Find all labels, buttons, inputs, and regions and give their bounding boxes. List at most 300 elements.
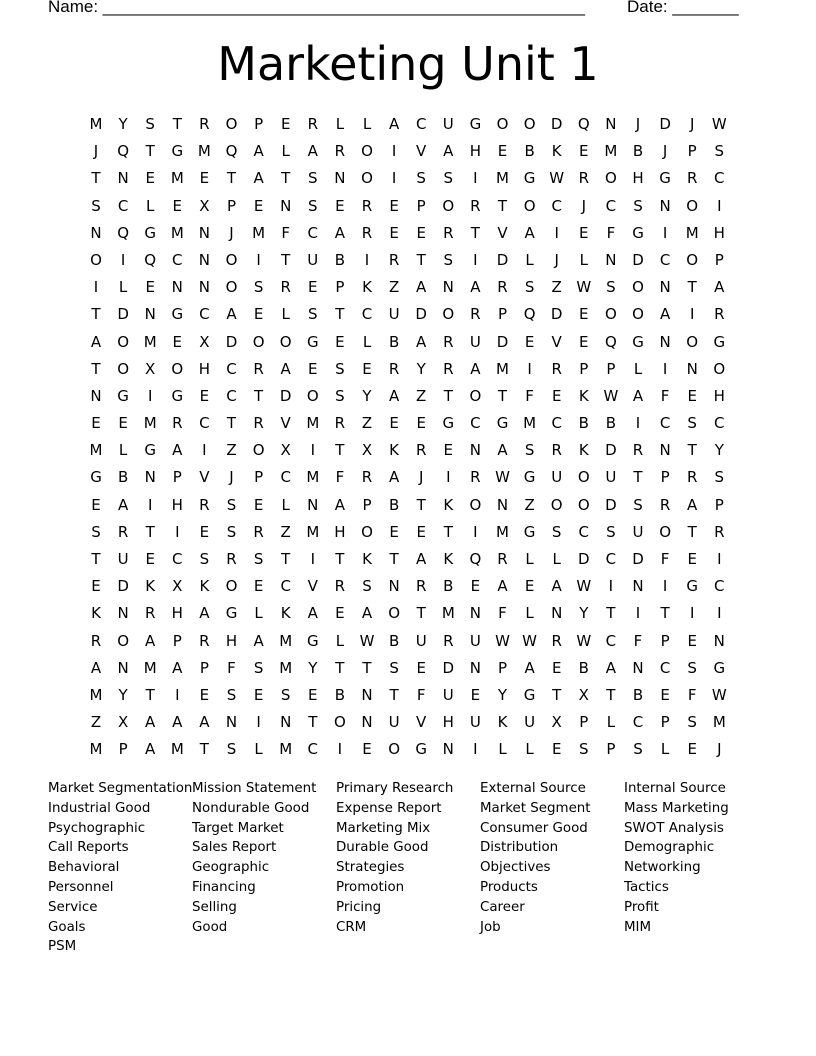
- grid-letter[interactable]: A: [524, 658, 535, 677]
- grid-letter[interactable]: P: [416, 196, 426, 215]
- grid-letter[interactable]: P: [660, 631, 670, 650]
- grid-letter[interactable]: R: [714, 305, 725, 324]
- grid-letter[interactable]: E: [389, 522, 399, 541]
- grid-letter[interactable]: I: [175, 685, 180, 704]
- grid-letter[interactable]: S: [335, 359, 345, 378]
- grid-letter[interactable]: C: [117, 196, 129, 215]
- grid-letter[interactable]: A: [470, 359, 481, 378]
- grid-letter[interactable]: A: [416, 550, 427, 568]
- grid-letter[interactable]: R: [172, 414, 183, 433]
- grid-letter[interactable]: C: [659, 250, 671, 269]
- grid-letter[interactable]: X: [199, 196, 210, 215]
- grid-letter[interactable]: O: [469, 386, 482, 405]
- grid-letter[interactable]: E: [551, 740, 562, 759]
- grid-letter[interactable]: E: [687, 550, 697, 568]
- grid-letter[interactable]: R: [470, 468, 481, 487]
- grid-letter[interactable]: M: [143, 332, 157, 351]
- grid-letter[interactable]: A: [172, 713, 183, 732]
- grid-letter[interactable]: P: [579, 359, 589, 378]
- grid-letter[interactable]: P: [226, 196, 237, 215]
- grid-letter[interactable]: E: [524, 332, 535, 351]
- grid-letter[interactable]: I: [473, 169, 478, 188]
- grid-letter[interactable]: E: [551, 658, 562, 677]
- grid-letter[interactable]: L: [498, 740, 507, 759]
- grid-letter[interactable]: I: [662, 359, 668, 378]
- grid-letter[interactable]: T: [552, 685, 562, 704]
- grid-letter[interactable]: E: [579, 332, 589, 351]
- grid-letter[interactable]: S: [308, 196, 318, 215]
- grid-letter[interactable]: E: [145, 278, 155, 297]
- grid-letter[interactable]: A: [280, 359, 291, 378]
- grid-letter[interactable]: E: [524, 577, 535, 596]
- grid-letter[interactable]: J: [581, 196, 587, 215]
- grid-letter[interactable]: T: [497, 386, 508, 405]
- grid-letter[interactable]: U: [469, 631, 481, 650]
- grid-letter[interactable]: O: [225, 250, 238, 269]
- grid-letter[interactable]: Y: [118, 685, 128, 704]
- grid-letter[interactable]: D: [659, 115, 671, 133]
- grid-letter[interactable]: X: [145, 359, 156, 378]
- grid-letter[interactable]: T: [443, 522, 453, 541]
- grid-letter[interactable]: A: [253, 142, 264, 161]
- grid-letter[interactable]: E: [199, 522, 210, 541]
- grid-letter[interactable]: R: [632, 441, 644, 460]
- grid-letter[interactable]: P: [714, 495, 724, 514]
- grid-letter[interactable]: I: [554, 223, 559, 242]
- grid-letter[interactable]: I: [93, 278, 99, 297]
- grid-letter[interactable]: S: [416, 169, 426, 188]
- grid-letter[interactable]: O: [171, 359, 184, 378]
- grid-letter[interactable]: P: [335, 278, 345, 297]
- grid-letter[interactable]: G: [171, 142, 184, 161]
- grid-letter[interactable]: S: [714, 468, 725, 487]
- grid-letter[interactable]: I: [446, 468, 451, 487]
- grid-letter[interactable]: R: [307, 115, 319, 133]
- grid-letter[interactable]: F: [227, 658, 236, 677]
- grid-letter[interactable]: T: [389, 550, 399, 568]
- grid-letter[interactable]: E: [118, 414, 128, 433]
- grid-letter[interactable]: O: [659, 522, 671, 541]
- grid-letter[interactable]: C: [280, 468, 291, 487]
- grid-letter[interactable]: K: [280, 604, 291, 623]
- grid-letter[interactable]: L: [552, 550, 561, 568]
- grid-letter[interactable]: G: [442, 414, 455, 433]
- grid-letter[interactable]: X: [172, 577, 183, 596]
- grid-letter[interactable]: N: [280, 713, 292, 732]
- grid-letter[interactable]: M: [170, 740, 184, 759]
- grid-letter[interactable]: C: [199, 414, 210, 433]
- grid-letter[interactable]: A: [199, 713, 210, 732]
- grid-letter[interactable]: Q: [144, 250, 157, 269]
- grid-letter[interactable]: R: [686, 169, 698, 188]
- grid-letter[interactable]: S: [362, 577, 372, 596]
- grid-letter[interactable]: T: [91, 169, 101, 188]
- grid-letter[interactable]: G: [632, 332, 644, 351]
- grid-letter[interactable]: C: [415, 115, 427, 133]
- grid-letter[interactable]: S: [308, 305, 318, 324]
- grid-letter[interactable]: Z: [280, 522, 291, 541]
- grid-letter[interactable]: R: [199, 631, 210, 650]
- grid-letter[interactable]: S: [524, 278, 535, 297]
- grid-letter[interactable]: Q: [604, 332, 617, 351]
- grid-letter[interactable]: E: [687, 631, 697, 650]
- grid-letter[interactable]: N: [686, 359, 698, 378]
- grid-letter[interactable]: K: [389, 441, 400, 460]
- grid-letter[interactable]: A: [334, 223, 346, 242]
- grid-letter[interactable]: M: [306, 468, 320, 487]
- grid-letter[interactable]: R: [388, 359, 400, 378]
- grid-letter[interactable]: L: [335, 115, 345, 133]
- grid-letter[interactable]: P: [687, 142, 697, 161]
- grid-letter[interactable]: O: [90, 250, 102, 269]
- grid-letter[interactable]: U: [469, 332, 481, 351]
- grid-letter[interactable]: L: [606, 713, 616, 732]
- grid-letter[interactable]: O: [361, 522, 373, 541]
- grid-letter[interactable]: K: [91, 604, 101, 623]
- grid-letter[interactable]: K: [443, 550, 454, 568]
- grid-letter[interactable]: I: [473, 522, 478, 541]
- grid-letter[interactable]: E: [253, 305, 264, 324]
- grid-letter[interactable]: R: [551, 441, 562, 460]
- grid-letter[interactable]: O: [117, 359, 129, 378]
- grid-letter[interactable]: I: [635, 604, 641, 623]
- grid-letter[interactable]: T: [470, 223, 480, 242]
- grid-letter[interactable]: U: [117, 550, 129, 568]
- grid-letter[interactable]: R: [226, 550, 237, 568]
- grid-letter[interactable]: T: [91, 550, 101, 568]
- grid-letter[interactable]: Q: [225, 142, 238, 161]
- grid-letter[interactable]: N: [469, 441, 481, 460]
- grid-letter[interactable]: S: [226, 740, 237, 759]
- grid-letter[interactable]: Z: [90, 713, 102, 732]
- grid-letter[interactable]: P: [660, 468, 670, 487]
- grid-letter[interactable]: Z: [551, 278, 562, 297]
- grid-letter[interactable]: E: [335, 332, 345, 351]
- grid-letter[interactable]: B: [443, 577, 454, 596]
- grid-letter[interactable]: E: [389, 223, 399, 242]
- grid-letter[interactable]: A: [199, 604, 210, 623]
- grid-letter[interactable]: Z: [416, 386, 427, 405]
- grid-letter[interactable]: C: [578, 522, 590, 541]
- grid-letter[interactable]: S: [633, 196, 643, 215]
- grid-letter[interactable]: T: [687, 522, 697, 541]
- grid-letter[interactable]: M: [604, 142, 618, 161]
- grid-letter[interactable]: D: [632, 250, 644, 269]
- grid-letter[interactable]: E: [91, 414, 101, 433]
- grid-letter[interactable]: G: [306, 631, 319, 650]
- grid-letter[interactable]: S: [389, 658, 399, 677]
- grid-letter[interactable]: Y: [714, 441, 724, 460]
- grid-letter[interactable]: A: [253, 631, 264, 650]
- grid-letter[interactable]: L: [525, 250, 534, 269]
- grid-letter[interactable]: A: [226, 305, 237, 324]
- grid-letter[interactable]: Z: [361, 414, 373, 433]
- grid-letter[interactable]: C: [605, 196, 617, 215]
- grid-letter[interactable]: P: [497, 305, 508, 324]
- grid-letter[interactable]: E: [308, 278, 318, 297]
- grid-letter[interactable]: T: [281, 169, 291, 188]
- grid-letter[interactable]: M: [89, 740, 103, 759]
- grid-letter[interactable]: E: [470, 685, 481, 704]
- grid-letter[interactable]: S: [443, 169, 454, 188]
- grid-letter[interactable]: X: [551, 713, 562, 732]
- grid-letter[interactable]: G: [171, 305, 184, 324]
- grid-letter[interactable]: I: [662, 577, 668, 596]
- grid-letter[interactable]: I: [147, 495, 153, 514]
- grid-letter[interactable]: S: [606, 522, 616, 541]
- grid-letter[interactable]: D: [550, 115, 563, 133]
- grid-letter[interactable]: M: [143, 658, 157, 677]
- grid-letter[interactable]: J: [229, 223, 234, 242]
- grid-letter[interactable]: F: [525, 386, 534, 405]
- grid-letter[interactable]: E: [145, 550, 155, 568]
- grid-letter[interactable]: R: [144, 604, 156, 623]
- grid-letter[interactable]: I: [337, 740, 343, 759]
- grid-letter[interactable]: X: [117, 713, 129, 732]
- grid-letter[interactable]: I: [310, 441, 316, 460]
- grid-letter[interactable]: L: [525, 740, 534, 759]
- grid-letter[interactable]: R: [334, 142, 346, 161]
- grid-letter[interactable]: I: [364, 250, 370, 269]
- grid-letter[interactable]: O: [279, 332, 292, 351]
- grid-letter[interactable]: I: [391, 142, 397, 161]
- grid-letter[interactable]: A: [90, 332, 102, 351]
- grid-letter[interactable]: O: [388, 740, 400, 759]
- grid-letter[interactable]: P: [254, 115, 264, 133]
- grid-letter[interactable]: A: [90, 658, 102, 677]
- grid-letter[interactable]: A: [443, 142, 454, 161]
- grid-letter[interactable]: E: [416, 414, 426, 433]
- grid-letter[interactable]: P: [199, 658, 209, 677]
- grid-letter[interactable]: A: [307, 142, 318, 161]
- grid-letter[interactable]: G: [523, 468, 536, 487]
- grid-letter[interactable]: D: [415, 305, 427, 324]
- grid-letter[interactable]: W: [359, 631, 375, 650]
- grid-letter[interactable]: F: [687, 685, 697, 704]
- grid-letter[interactable]: I: [256, 713, 261, 732]
- grid-letter[interactable]: C: [659, 658, 671, 677]
- grid-letter[interactable]: B: [388, 332, 400, 351]
- grid-letter[interactable]: E: [579, 142, 589, 161]
- grid-letter[interactable]: N: [442, 740, 454, 759]
- grid-letter[interactable]: N: [605, 115, 617, 133]
- grid-letter[interactable]: A: [714, 278, 725, 297]
- grid-letter[interactable]: N: [632, 577, 644, 596]
- grid-letter[interactable]: Q: [523, 305, 536, 324]
- grid-letter[interactable]: U: [632, 522, 644, 541]
- grid-letter[interactable]: A: [117, 495, 129, 514]
- grid-letter[interactable]: U: [551, 468, 563, 487]
- grid-letter[interactable]: I: [608, 577, 614, 596]
- grid-letter[interactable]: V: [307, 577, 318, 596]
- grid-letter[interactable]: P: [497, 658, 508, 677]
- grid-letter[interactable]: T: [335, 305, 345, 324]
- grid-letter[interactable]: Q: [577, 115, 590, 133]
- grid-letter[interactable]: R: [497, 550, 508, 568]
- grid-letter[interactable]: E: [335, 196, 345, 215]
- grid-letter[interactable]: E: [308, 359, 318, 378]
- grid-letter[interactable]: N: [469, 658, 481, 677]
- grid-letter[interactable]: T: [416, 604, 426, 623]
- grid-letter[interactable]: E: [253, 196, 264, 215]
- grid-letter[interactable]: T: [145, 685, 155, 704]
- grid-letter[interactable]: T: [226, 414, 237, 433]
- grid-letter[interactable]: C: [280, 577, 291, 596]
- grid-letter[interactable]: T: [416, 495, 426, 514]
- grid-letter[interactable]: Z: [226, 441, 237, 460]
- grid-letter[interactable]: T: [687, 441, 697, 460]
- grid-letter[interactable]: T: [606, 604, 616, 623]
- grid-letter[interactable]: F: [660, 550, 670, 568]
- grid-letter[interactable]: N: [280, 196, 292, 215]
- grid-letter[interactable]: L: [146, 196, 155, 215]
- grid-letter[interactable]: K: [145, 577, 156, 596]
- grid-letter[interactable]: G: [523, 522, 536, 541]
- grid-letter[interactable]: N: [496, 495, 509, 514]
- grid-letter[interactable]: O: [686, 196, 699, 215]
- grid-letter[interactable]: T: [335, 658, 345, 677]
- grid-letter[interactable]: N: [659, 278, 671, 297]
- grid-letter[interactable]: K: [497, 713, 508, 732]
- grid-letter[interactable]: X: [199, 332, 210, 351]
- grid-letter[interactable]: E: [389, 414, 399, 433]
- grid-letter[interactable]: R: [253, 522, 264, 541]
- grid-letter[interactable]: G: [171, 386, 184, 405]
- grid-letter[interactable]: F: [660, 386, 670, 405]
- name-field[interactable]: Name: ___________________________________________________: [48, 0, 585, 16]
- grid-letter[interactable]: E: [199, 169, 210, 188]
- grid-letter[interactable]: C: [605, 631, 617, 650]
- grid-letter[interactable]: X: [578, 685, 589, 704]
- grid-letter[interactable]: G: [496, 414, 509, 433]
- grid-letter[interactable]: C: [470, 414, 481, 433]
- grid-letter[interactable]: T: [416, 250, 426, 269]
- grid-letter[interactable]: B: [578, 414, 589, 433]
- grid-letter[interactable]: S: [253, 550, 264, 568]
- grid-letter[interactable]: A: [253, 169, 264, 188]
- grid-letter[interactable]: I: [717, 196, 722, 215]
- grid-letter[interactable]: O: [604, 169, 617, 188]
- grid-letter[interactable]: M: [279, 658, 293, 677]
- grid-letter[interactable]: T: [335, 550, 345, 568]
- grid-letter[interactable]: U: [605, 468, 617, 487]
- grid-letter[interactable]: A: [605, 658, 617, 677]
- grid-letter[interactable]: E: [253, 495, 264, 514]
- grid-letter[interactable]: R: [90, 631, 102, 650]
- grid-letter[interactable]: O: [604, 305, 617, 324]
- grid-letter[interactable]: S: [253, 278, 264, 297]
- grid-letter[interactable]: L: [335, 631, 345, 650]
- grid-letter[interactable]: O: [496, 115, 509, 133]
- grid-letter[interactable]: J: [635, 115, 641, 133]
- grid-letter[interactable]: P: [606, 359, 616, 378]
- grid-letter[interactable]: O: [117, 631, 129, 650]
- grid-letter[interactable]: B: [605, 414, 617, 433]
- grid-letter[interactable]: S: [226, 495, 237, 514]
- grid-letter[interactable]: B: [632, 142, 644, 161]
- grid-letter[interactable]: L: [254, 604, 263, 623]
- grid-letter[interactable]: S: [226, 685, 237, 704]
- grid-letter[interactable]: O: [550, 495, 563, 514]
- grid-letter[interactable]: V: [416, 142, 427, 161]
- grid-letter[interactable]: L: [118, 278, 128, 297]
- grid-letter[interactable]: C: [226, 359, 237, 378]
- grid-letter[interactable]: D: [605, 495, 617, 514]
- grid-letter[interactable]: U: [442, 685, 454, 704]
- grid-letter[interactable]: N: [117, 169, 129, 188]
- grid-letter[interactable]: R: [199, 495, 210, 514]
- grid-letter[interactable]: H: [442, 713, 454, 732]
- grid-letter[interactable]: P: [579, 713, 589, 732]
- grid-letter[interactable]: E: [470, 577, 481, 596]
- grid-letter[interactable]: B: [334, 250, 346, 269]
- grid-letter[interactable]: E: [145, 169, 155, 188]
- grid-letter[interactable]: S: [280, 685, 291, 704]
- grid-letter[interactable]: W: [711, 115, 727, 133]
- grid-letter[interactable]: R: [470, 196, 481, 215]
- grid-letter[interactable]: T: [335, 441, 345, 460]
- grid-letter[interactable]: E: [416, 223, 426, 242]
- grid-letter[interactable]: K: [578, 441, 589, 460]
- grid-letter[interactable]: C: [172, 550, 183, 568]
- grid-letter[interactable]: G: [523, 685, 536, 704]
- grid-letter[interactable]: H: [713, 386, 725, 405]
- grid-letter[interactable]: E: [687, 386, 697, 405]
- grid-letter[interactable]: R: [361, 468, 373, 487]
- grid-letter[interactable]: D: [279, 386, 292, 405]
- grid-letter[interactable]: N: [90, 223, 102, 242]
- grid-letter[interactable]: O: [523, 115, 536, 133]
- grid-letter[interactable]: O: [117, 332, 129, 351]
- grid-letter[interactable]: M: [306, 522, 320, 541]
- grid-letter[interactable]: E: [416, 658, 426, 677]
- grid-letter[interactable]: G: [306, 332, 319, 351]
- grid-letter[interactable]: M: [496, 359, 509, 378]
- grid-letter[interactable]: G: [659, 169, 671, 188]
- grid-letter[interactable]: O: [388, 604, 400, 623]
- grid-letter[interactable]: S: [687, 658, 697, 677]
- grid-letter[interactable]: U: [524, 713, 536, 732]
- grid-letter[interactable]: A: [334, 495, 346, 514]
- grid-letter[interactable]: I: [256, 250, 261, 269]
- grid-letter[interactable]: M: [306, 414, 320, 433]
- grid-letter[interactable]: T: [226, 169, 237, 188]
- grid-letter[interactable]: C: [714, 169, 725, 188]
- grid-letter[interactable]: U: [307, 250, 319, 269]
- grid-letter[interactable]: E: [362, 359, 372, 378]
- grid-letter[interactable]: W: [495, 631, 510, 650]
- grid-letter[interactable]: W: [576, 631, 592, 650]
- grid-letter[interactable]: D: [496, 332, 509, 351]
- grid-letter[interactable]: Y: [118, 115, 128, 133]
- grid-letter[interactable]: I: [662, 223, 668, 242]
- grid-letter[interactable]: K: [443, 495, 454, 514]
- grid-letter[interactable]: J: [229, 468, 234, 487]
- grid-letter[interactable]: L: [525, 550, 534, 568]
- grid-letter[interactable]: E: [416, 522, 426, 541]
- grid-letter[interactable]: B: [388, 631, 400, 650]
- grid-letter[interactable]: F: [416, 685, 426, 704]
- grid-letter[interactable]: E: [253, 577, 264, 596]
- grid-letter[interactable]: P: [362, 495, 372, 514]
- grid-letter[interactable]: X: [361, 441, 373, 460]
- grid-letter[interactable]: N: [198, 278, 210, 297]
- grid-letter[interactable]: R: [361, 196, 373, 215]
- grid-letter[interactable]: E: [579, 305, 589, 324]
- grid-letter[interactable]: E: [551, 386, 562, 405]
- grid-letter[interactable]: O: [225, 577, 238, 596]
- grid-letter[interactable]: T: [145, 522, 155, 541]
